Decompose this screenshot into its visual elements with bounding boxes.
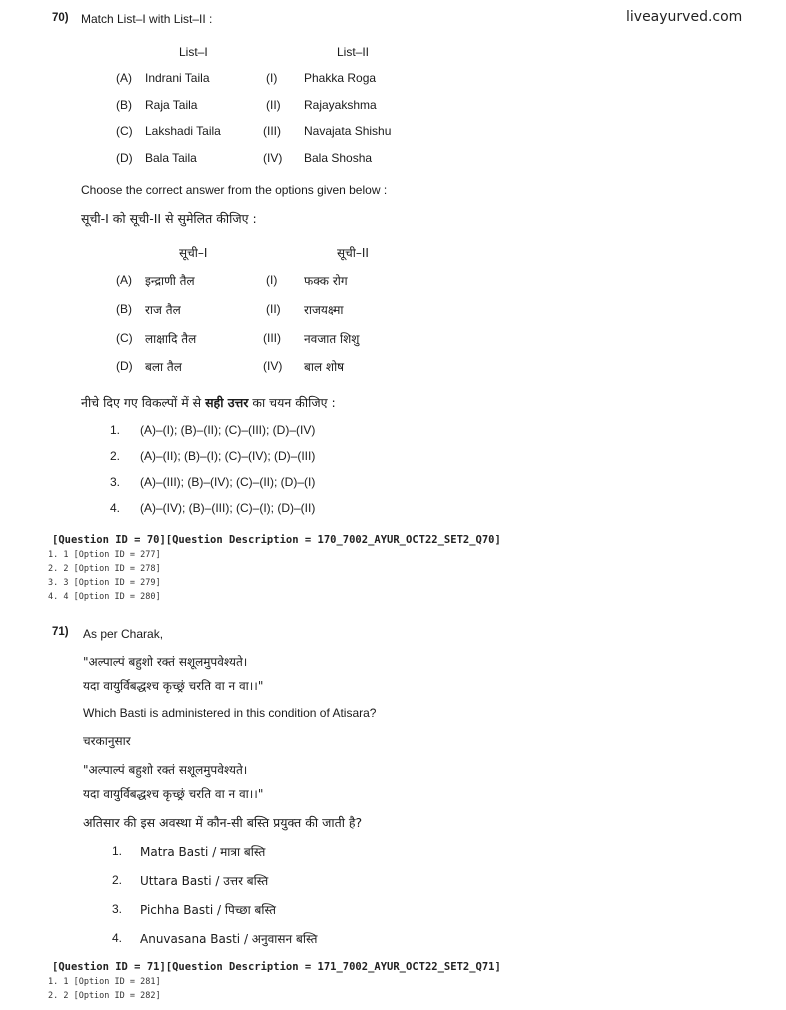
row-key: (B) <box>116 302 132 316</box>
option-number: 2. <box>110 449 121 463</box>
list-1-item: Lakshadi Taila <box>145 124 221 138</box>
verse-line-hindi: यदा वायुर्विबद्धश्च कृच्छ्रं चरति वा न वा।।" <box>83 787 264 801</box>
row-numeral: (IV) <box>263 151 283 165</box>
option-id: 2. 2 [Option ID = 282] <box>48 991 161 1001</box>
option-number: 4. <box>112 931 123 945</box>
list-2-item: बाल शोष <box>304 360 345 374</box>
row-numeral: (II) <box>266 98 281 112</box>
option-text: (A)–(II); (B)–(I); (C)–(IV); (D)–(III) <box>140 449 316 463</box>
choose-instruction-hindi <box>81 394 336 411</box>
list-1-item: लाक्षादि तैल <box>145 332 197 346</box>
list-2-header: List–II <box>337 45 370 59</box>
question-stem-hindi: सूची-I को सूची-II से सुमेलित कीजिए : <box>81 211 257 226</box>
option-id: 2. 2 [Option ID = 278] <box>48 564 161 574</box>
row-key: (A) <box>116 273 132 287</box>
row-key: (A) <box>116 71 132 85</box>
question-stem: Match List–I with List–II : <box>81 12 213 26</box>
instruction-emphasis: सही उत्तर <box>205 395 249 410</box>
question-text-en: Which Basti is administered in this condition of Atisara? <box>83 706 377 720</box>
row-key: (C) <box>116 124 133 138</box>
list-1-item: Bala Taila <box>145 151 197 165</box>
list-2-item: Phakka Roga <box>304 71 377 85</box>
option-text: Anuvasana Basti / अनुवासन बस्ति <box>140 932 318 946</box>
question-meta: [Question ID = 71][Question Description = 171_7002_AYUR_OCT22_SET2_Q71] <box>52 961 501 973</box>
option-text: (A)–(IV); (B)–(III); (C)–(I); (D)–(II) <box>140 501 316 515</box>
option-id: 3. 3 [Option ID = 279] <box>48 578 161 588</box>
list-2-item: नवजात शिशु <box>304 332 360 346</box>
instruction-text: का चयन कीजिए : <box>248 395 336 410</box>
verse-line: "अल्पाल्पं बहुशो रक्तं सशूलमुपवेश्यते। <box>83 655 248 669</box>
verse-line-hindi: "अल्पाल्पं बहुशो रक्तं सशूलमुपवेश्यते। <box>83 763 248 777</box>
option-text: Matra Basti / मात्रा बस्ति <box>140 845 266 859</box>
option-id: 1. 1 [Option ID = 281] <box>48 977 161 987</box>
option-number: 3. <box>112 902 123 916</box>
list-1-item: Raja Taila <box>145 98 198 112</box>
list-1-item: Indrani Taila <box>145 71 210 85</box>
option-number: 4. <box>110 501 121 515</box>
option-number: 2. <box>112 873 123 887</box>
list-2-header-hindi: सूची–II <box>337 246 369 260</box>
list-1-header: List–I <box>179 45 208 59</box>
option-id: 1. 1 [Option ID = 277] <box>48 550 161 560</box>
choose-instruction-en: Choose the correct answer from the options given below : <box>81 183 388 197</box>
row-numeral: (II) <box>266 302 281 316</box>
row-key: (C) <box>116 331 133 345</box>
instruction-text: नीचे दिए गए विकल्पों में से <box>81 395 206 410</box>
option-number: 3. <box>110 475 121 489</box>
row-key: (B) <box>116 98 132 112</box>
option-text: Uttara Basti / उत्तर बस्ति <box>140 874 269 888</box>
list-2-item: राजयक्ष्मा <box>304 303 344 317</box>
site-watermark: liveayurved.com <box>626 9 743 25</box>
row-numeral: (III) <box>263 331 281 345</box>
row-key: (D) <box>116 151 133 165</box>
list-1-item: बला तैल <box>145 360 182 374</box>
question-number: 70) <box>52 12 69 24</box>
option-number: 1. <box>110 423 121 437</box>
row-numeral: (I) <box>266 273 278 287</box>
question-stem-hindi: चरकानुसार <box>83 734 131 748</box>
option-number: 1. <box>112 844 123 858</box>
option-text: Pichha Basti / पिच्छा बस्ति <box>140 903 276 917</box>
verse-line: यदा वायुर्विबद्धश्च कृच्छ्रं चरति वा न वा।।" <box>83 679 264 693</box>
list-2-item: Navajata Shishu <box>304 124 392 138</box>
row-numeral: (I) <box>266 71 278 85</box>
question-number: 71) <box>52 626 69 638</box>
list-2-item: Bala Shosha <box>304 151 373 165</box>
list-2-item: Rajayakshma <box>304 98 377 112</box>
row-numeral: (III) <box>263 124 281 138</box>
list-1-header-hindi: सूची–I <box>179 246 208 260</box>
row-key: (D) <box>116 359 133 373</box>
question-meta: [Question ID = 70][Question Description = 170_7002_AYUR_OCT22_SET2_Q70] <box>52 534 501 546</box>
option-text: (A)–(I); (B)–(II); (C)–(III); (D)–(IV) <box>140 423 316 437</box>
row-numeral: (IV) <box>263 359 283 373</box>
list-1-item: इन्द्राणी तैल <box>145 274 195 288</box>
option-id: 4. 4 [Option ID = 280] <box>48 592 161 602</box>
question-stem: As per Charak, <box>83 627 164 641</box>
question-text-hindi: अतिसार की इस अवस्था में कौन-सी बस्ति प्रयुक्त की जाती है? <box>83 815 363 830</box>
list-2-item: फक्क रोग <box>304 274 348 288</box>
list-1-item: राज तैल <box>145 303 181 317</box>
option-text: (A)–(III); (B)–(IV); (C)–(II); (D)–(I) <box>140 475 316 489</box>
